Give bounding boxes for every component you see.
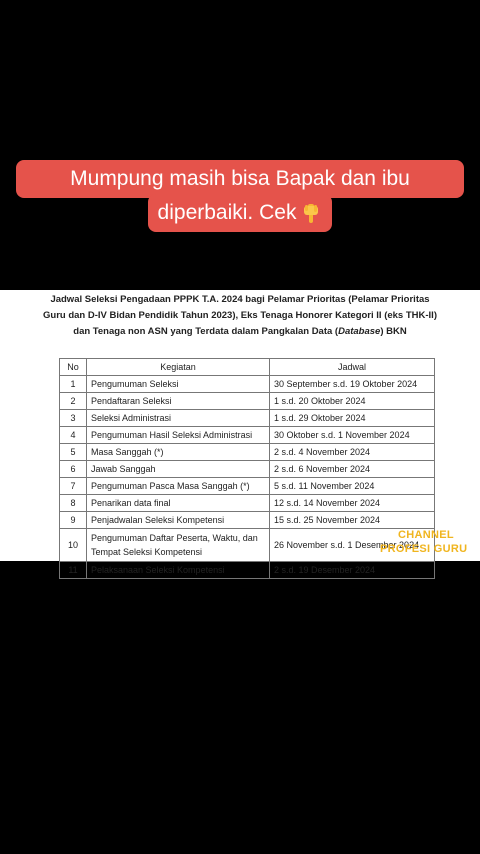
table-header-row	[60, 359, 435, 376]
pointing-down-hand-icon	[300, 202, 322, 224]
header-jadwal: Jadwal	[270, 359, 435, 376]
title-italic-text: Database	[338, 326, 381, 337]
table-row	[60, 393, 435, 410]
caption-overlay	[0, 160, 480, 232]
row-no: 5	[60, 444, 87, 461]
row-kegiatan: Pelaksanaan Seleksi Kompetensi	[87, 562, 270, 579]
schedule-document	[0, 290, 480, 575]
row-kegiatan: Seleksi Administrasi	[87, 410, 270, 427]
row-no: 4	[60, 427, 87, 444]
title-text-2: ) BKN	[380, 326, 407, 337]
row-kegiatan: Penarikan data final	[87, 495, 270, 512]
schedule-table	[59, 358, 435, 579]
caption-line-2	[148, 194, 333, 232]
row-jadwal: 15 s.d. 25 November 2024	[270, 512, 435, 529]
row-jadwal: 2 s.d. 19 Desember 2024	[270, 562, 435, 579]
row-no: 7	[60, 478, 87, 495]
row-no: 6	[60, 461, 87, 478]
document-title	[0, 290, 480, 340]
row-no: 1	[60, 376, 87, 393]
watermark-line-2: PROFESI GURU	[380, 543, 468, 555]
row-no: 3	[60, 410, 87, 427]
row-kegiatan: Jawab Sanggah	[87, 461, 270, 478]
row-jadwal: 12 s.d. 14 November 2024	[270, 495, 435, 512]
table-row	[60, 478, 435, 495]
table-row	[60, 444, 435, 461]
channel-watermark	[380, 528, 467, 556]
row-kegiatan: Pengumuman Pasca Masa Sanggah (*)	[87, 478, 270, 495]
title-text-1: Jadwal Seleksi Pengadaan PPPK T.A. 2024 bagi Pelamar Prioritas (Pelamar Prioritas Guru dan D-IV Bidan Pendidik Tahun 2023), Eks Tenaga Honorer Kategori II (eks THK-II) dan Tenaga non ASN yang Terdata dalam Pangkalan Data (	[43, 294, 437, 337]
row-kegiatan: Penjadwalan Seleksi Kompetensi	[87, 512, 270, 529]
row-kegiatan: Pengumuman Hasil Seleksi Administrasi	[87, 427, 270, 444]
row-no: 2	[60, 393, 87, 410]
row-kegiatan: Pendaftaran Seleksi	[87, 393, 270, 410]
row-jadwal: 1 s.d. 29 Oktober 2024	[270, 410, 435, 427]
row-kegiatan: Masa Sanggah (*)	[87, 444, 270, 461]
row-no: 8	[60, 495, 87, 512]
table-row	[60, 461, 435, 478]
table-row	[60, 410, 435, 427]
row-no: 9	[60, 512, 87, 529]
row-jadwal: 30 Oktober s.d. 1 November 2024	[270, 427, 435, 444]
row-no: 11	[60, 562, 87, 579]
table-row	[60, 512, 435, 529]
caption-line-2-text: diperbaiki. Cek	[157, 201, 297, 224]
header-no: No	[60, 359, 87, 376]
watermark-line-1: CHANNEL	[398, 529, 454, 541]
row-jadwal: 2 s.d. 4 November 2024	[270, 444, 435, 461]
row-no: 10	[60, 529, 87, 562]
header-kegiatan: Kegiatan	[87, 359, 270, 376]
row-jadwal: 2 s.d. 6 November 2024	[270, 461, 435, 478]
table-row	[60, 376, 435, 393]
table-row	[60, 562, 435, 579]
row-jadwal: 1 s.d. 20 Oktober 2024	[270, 393, 435, 410]
row-jadwal: 26 November s.d. 1 Desember 2024	[270, 529, 435, 562]
row-jadwal: 30 September s.d. 19 Oktober 2024	[270, 376, 435, 393]
row-kegiatan: Pengumuman Daftar Peserta, Waktu, dan Tempat Seleksi Kompetensi	[87, 529, 270, 562]
row-kegiatan: Pengumuman Seleksi	[87, 376, 270, 393]
table-row	[60, 495, 435, 512]
caption-line-1: Mumpung masih bisa Bapak dan ibu	[16, 160, 464, 198]
row-jadwal: 5 s.d. 11 November 2024	[270, 478, 435, 495]
table-row	[60, 427, 435, 444]
table-row	[60, 529, 435, 562]
